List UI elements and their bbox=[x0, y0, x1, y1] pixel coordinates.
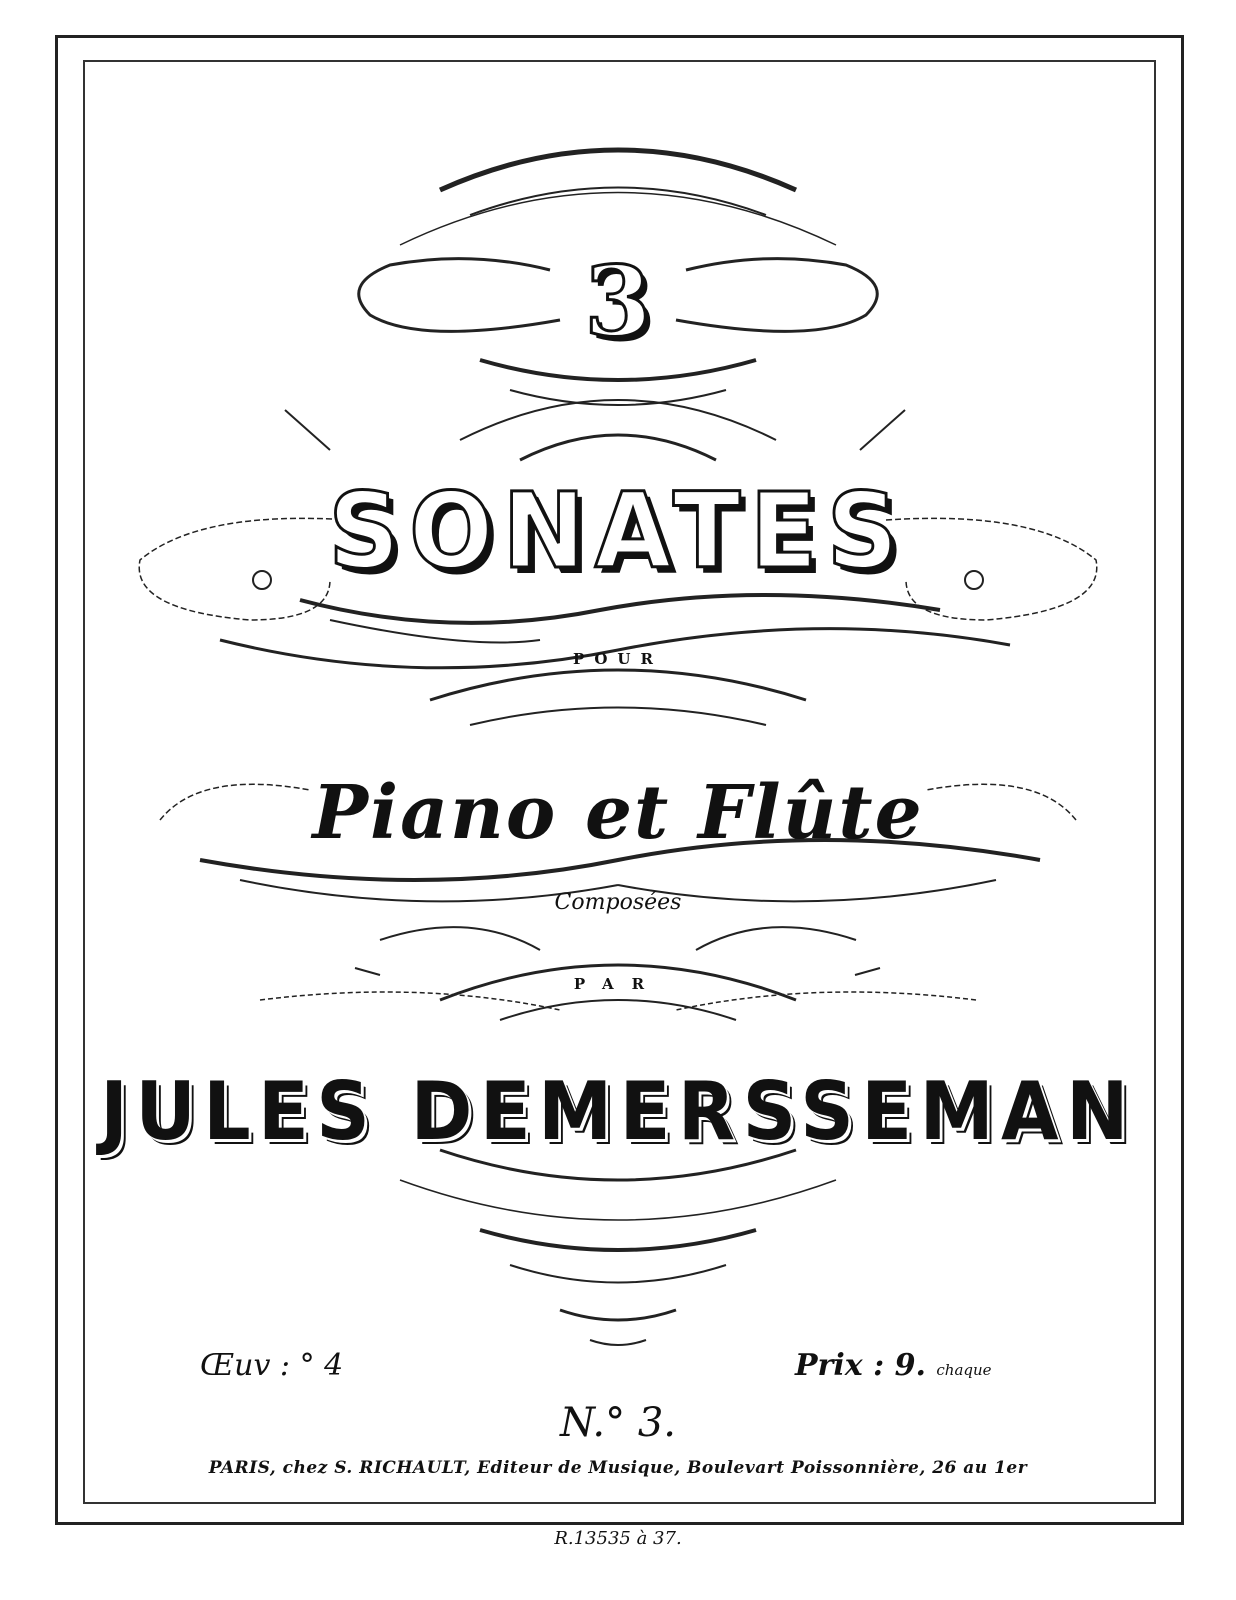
price bbox=[795, 1348, 992, 1383]
pour-label: POUR bbox=[573, 650, 663, 668]
price-label: Prix : 9. bbox=[795, 1348, 926, 1383]
composer-name: JULES DEMERSSEMAN bbox=[100, 1065, 1136, 1158]
instruments-title: Piano et Flûte bbox=[312, 770, 924, 856]
plate-number: R.13535 à 37. bbox=[554, 1528, 682, 1549]
price-note: chaque bbox=[936, 1361, 992, 1379]
sonata-number: N.° 3. bbox=[559, 1400, 677, 1446]
sonata-count: 3 bbox=[584, 245, 652, 358]
par-label: PAR bbox=[573, 975, 663, 993]
opus-number: Œuv : ° 4 bbox=[200, 1348, 344, 1383]
main-title: SONATES bbox=[328, 470, 908, 592]
publisher-line: PARIS, chez S. RICHAULT, Editeur de Musique, Boulevart Poissonnière, 26 au 1er bbox=[208, 1458, 1028, 1478]
composees-label: Composées bbox=[554, 890, 682, 915]
